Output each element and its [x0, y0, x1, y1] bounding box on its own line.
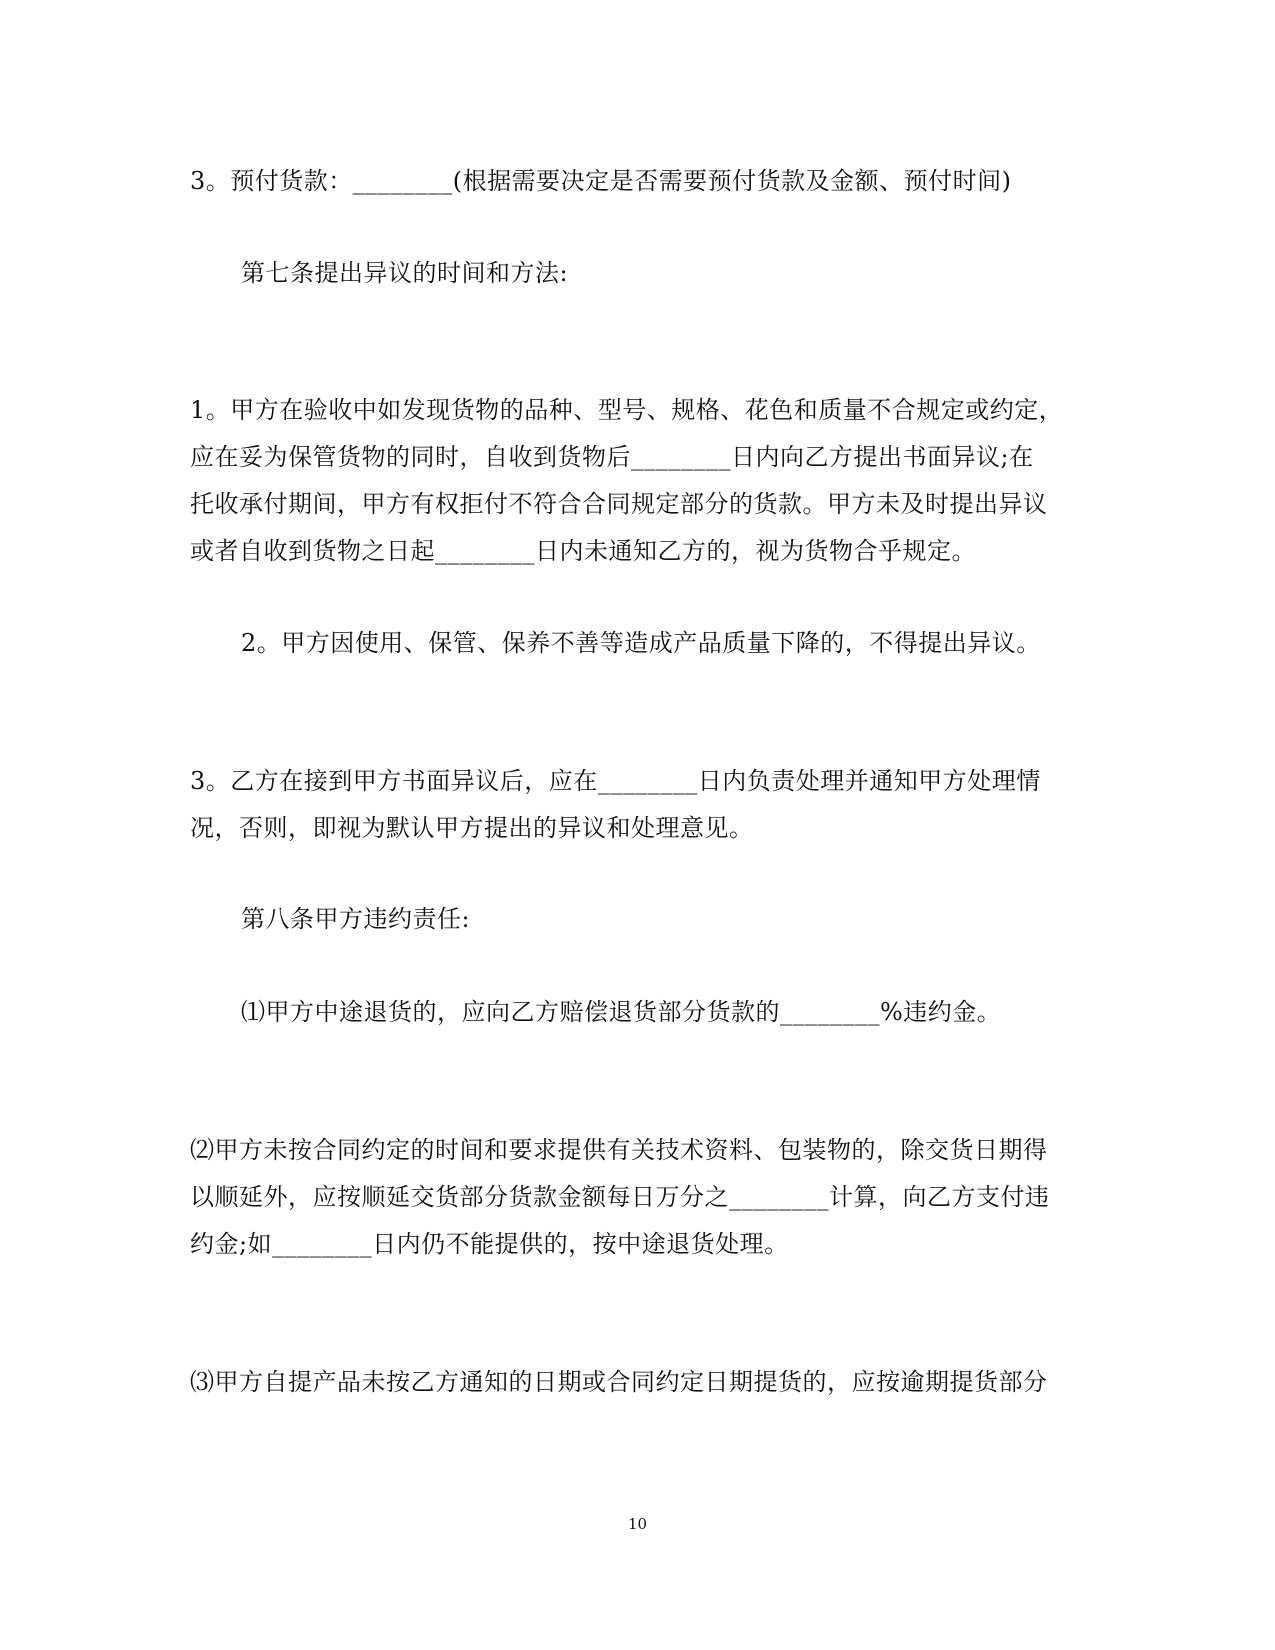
breach-clause-2-line-2: 以顺延外，应按顺延交货部分货款金额每日万分之________计算，向乙方支付违: [190, 1183, 1050, 1211]
advance-payment-clause: 3。预付货款：________(根据需要决定是否需要预付货款及金额、预付时间): [190, 167, 1012, 195]
breach-clause-2-line-3: 约金;如________日内仍不能提供的，按中途退货处理。: [190, 1230, 789, 1258]
breach-clause-3-line-1: ⑶甲方自提产品未按乙方通知的日期或合同约定日期提货的，应按逾期提货部分: [190, 1368, 1048, 1396]
objection-clause-1-line-4: 或者自收到货物之日起________日内未通知乙方的，视为货物合乎规定。: [190, 537, 976, 565]
objection-clause-3-line-1: 3。乙方在接到甲方书面异议后，应在________日内负责处理并通知甲方处理情: [190, 767, 1041, 795]
objection-clause-1-line-2: 应在妥为保管货物的同时，自收到货物后________日内向乙方提出书面异议;在: [190, 443, 1034, 471]
breach-clause-2-line-1: ⑵甲方未按合同约定的时间和要求提供有关技术资料、包装物的，除交货日期得: [190, 1136, 1048, 1164]
breach-clause-1: ⑴甲方中途退货的，应向乙方赔偿退货部分货款的________%违约金。: [241, 998, 1002, 1026]
page-number: 10: [627, 1515, 648, 1533]
article-eight-heading: 第八条甲方违约责任:: [241, 905, 471, 933]
objection-clause-2: 2。甲方因使用、保管、保养不善等造成产品质量下降的，不得提出异议。: [241, 629, 1041, 657]
objection-clause-1-line-1: 1。甲方在验收中如发现货物的品种、型号、规格、花色和质量不合规定或约定，: [190, 396, 1064, 424]
article-seven-heading: 第七条提出异议的时间和方法:: [241, 259, 569, 287]
objection-clause-1-line-3: 托收承付期间，甲方有权拒付不符合合同规定部分的货款。甲方未及时提出异议: [190, 490, 1048, 518]
objection-clause-3-line-2: 况，否则，即视为默认甲方提出的异议和处理意见。: [190, 814, 754, 842]
